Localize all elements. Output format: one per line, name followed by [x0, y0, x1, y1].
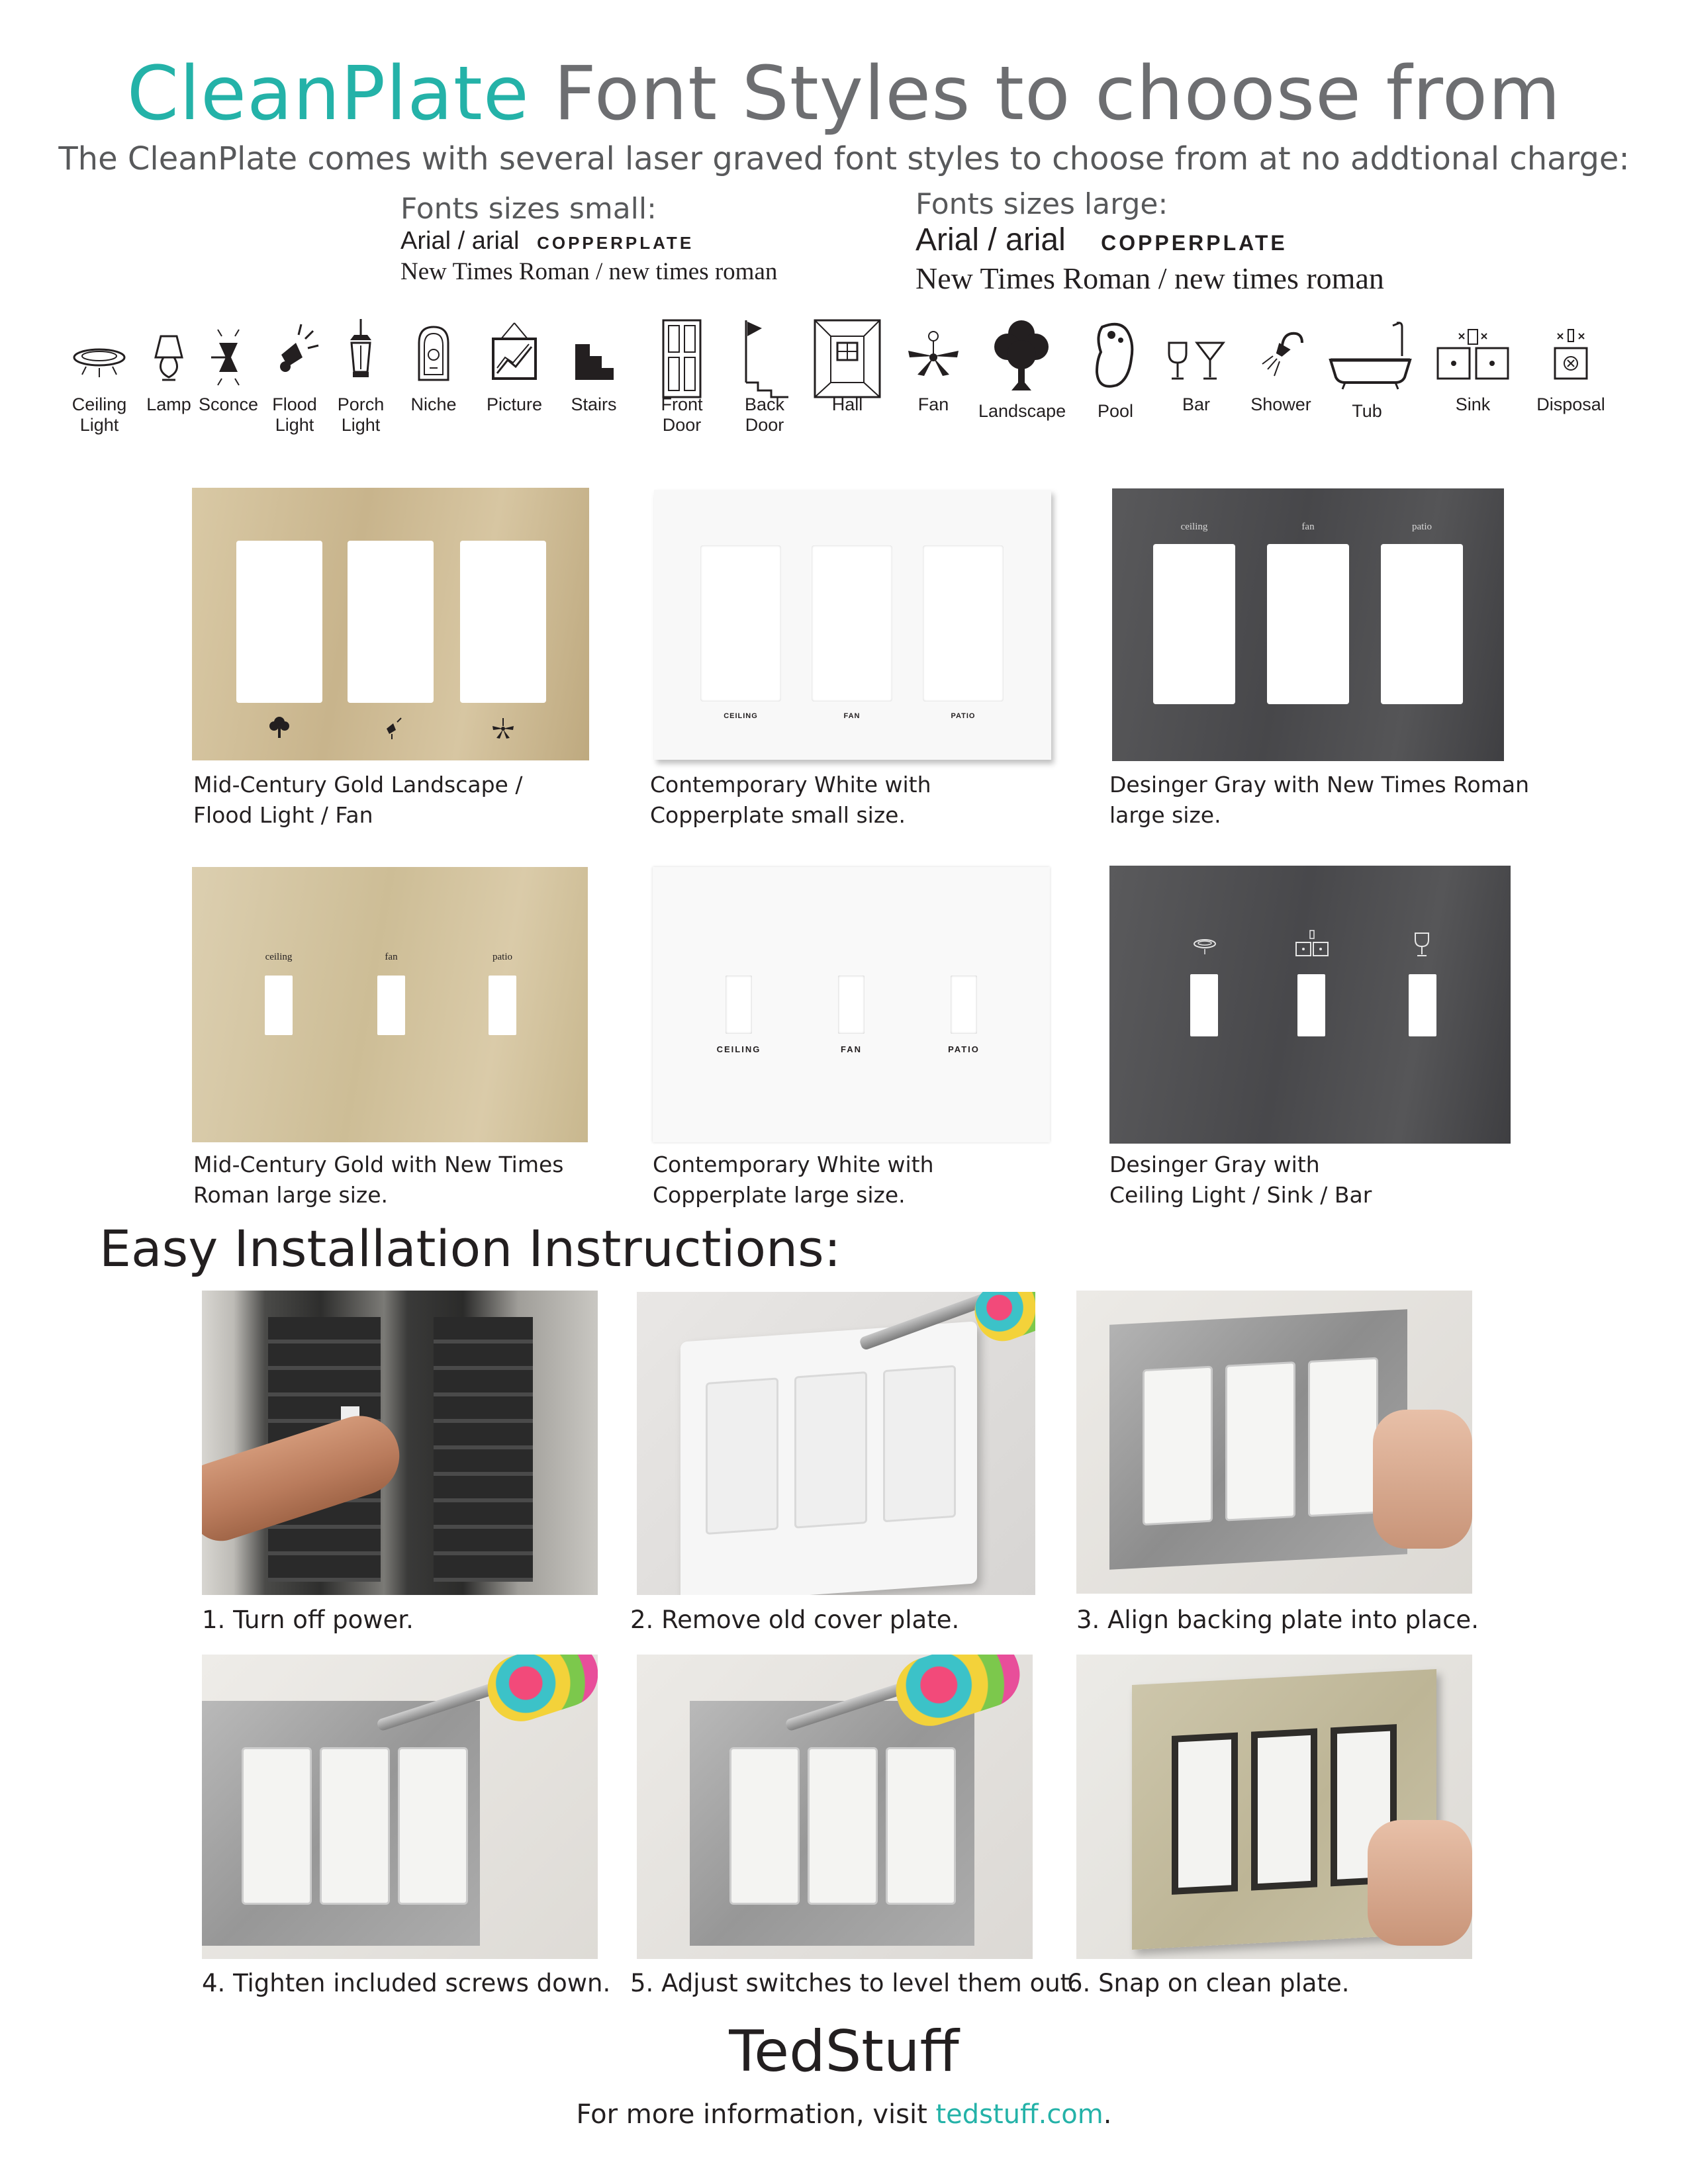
engraving-label: fan	[1301, 522, 1315, 532]
fonts-large-block	[915, 187, 1478, 296]
icon-item-tub	[1324, 316, 1410, 422]
disposal-icon	[1538, 316, 1604, 389]
icon-label-line1: Back	[744, 394, 785, 414]
icon-label-line1: Flood	[272, 394, 317, 414]
plate-caption	[1109, 770, 1529, 831]
step-caption: 5. Adjust switches to level them out.	[630, 1969, 1078, 1997]
old-cover-plate	[680, 1321, 977, 1595]
page-subtitle: The CleanPlate comes with several laser graved font styles to choose from at no addtional charge:	[58, 140, 1630, 177]
engraving-label: PATIO	[948, 1044, 980, 1054]
icon-item-fan	[890, 316, 976, 415]
switch-opening	[460, 541, 546, 703]
icon-item-bar	[1153, 316, 1239, 415]
icon-label-line1: Landscape	[978, 401, 1066, 421]
fonts-small-arial-row	[400, 226, 864, 257]
icon-item-front-door	[639, 316, 725, 435]
front-door-icon	[649, 316, 715, 402]
rocker-switch	[808, 1747, 878, 1905]
switch-opening	[348, 541, 434, 703]
icon-label-line1: Fan	[917, 394, 949, 414]
fan-icon	[490, 714, 516, 741]
engraving-label: fan	[385, 952, 398, 962]
icon-label-line1: Pool	[1097, 401, 1134, 421]
engraving-label: CEILING	[724, 712, 758, 720]
plate-caption-line2: Flood Light / Fan	[193, 802, 373, 828]
switch-opening	[1381, 544, 1463, 704]
hand-holding	[1368, 1820, 1472, 1946]
plate-caption	[650, 770, 931, 831]
hand-holding	[1373, 1410, 1472, 1549]
engraving-label: FAN	[841, 1044, 862, 1054]
step-caption: 6. Snap on clean plate.	[1067, 1969, 1350, 1997]
plate-caption-line1: Desinger Gray with New Times Roman	[1109, 772, 1530, 797]
step-photo-adjust-switches	[637, 1655, 1033, 1959]
backing-plate	[202, 1701, 480, 1946]
fonts-large-times: New Times Roman / new times roman	[915, 261, 1384, 295]
icon-item-sink	[1430, 316, 1516, 415]
plate-caption	[1109, 1150, 1372, 1210]
icon-label-line1: Hall	[831, 394, 863, 414]
stairs-icon	[561, 316, 627, 389]
icon-label-line1: Sink	[1455, 394, 1491, 414]
bar-icon	[1409, 929, 1435, 960]
step-photo-align-backing	[1076, 1291, 1472, 1594]
icon-label-line1: Front	[661, 394, 703, 414]
rocker-switch	[794, 1371, 867, 1529]
icon-label-line1: Picture	[486, 394, 543, 414]
ceiling-light-icon	[66, 316, 132, 389]
sink-icon	[1430, 316, 1516, 389]
screwdriver-handle	[479, 1655, 598, 1730]
rocker-switch	[398, 1747, 468, 1905]
icon-label-line1: Lamp	[146, 394, 191, 414]
plate-gray-decorator	[1112, 488, 1504, 761]
switch-opening	[1153, 544, 1235, 704]
footer-info	[0, 2099, 1688, 2130]
icon-label-line2: Light	[79, 415, 119, 435]
engraving-label: PATIO	[951, 712, 976, 720]
toggle-opening	[377, 976, 405, 1035]
rocker-switch	[886, 1747, 956, 1905]
icon-label-line2: Door	[745, 415, 784, 435]
icon-item-landscape	[978, 316, 1064, 422]
switch-opening	[700, 545, 781, 702]
switch-opening	[1172, 1733, 1238, 1895]
rocker-switch	[242, 1747, 312, 1905]
icon-item-picture	[471, 316, 557, 415]
plate-white-toggle	[653, 867, 1050, 1142]
plate-caption-line2: Roman large size.	[193, 1182, 389, 1208]
plate-caption-line2: Ceiling Light / Sink / Bar	[1109, 1182, 1372, 1208]
engraving-label: ceiling	[265, 952, 293, 962]
switch-opening	[1251, 1728, 1317, 1890]
bar-icon	[1160, 316, 1233, 389]
icon-label-line1: Tub	[1352, 401, 1382, 421]
engraving-label: ceiling	[1180, 522, 1208, 532]
landscape-icon	[985, 316, 1058, 396]
plate-white-decorator	[654, 490, 1051, 760]
niche-icon	[400, 316, 467, 389]
plate-caption-line1: Contemporary White with	[653, 1152, 934, 1177]
sink-icon	[1293, 928, 1331, 958]
pool-icon	[1082, 316, 1149, 396]
rocker-switch	[1258, 1735, 1311, 1884]
icon-label-line1: Ceiling	[71, 394, 127, 414]
engraving-label: FAN	[843, 712, 861, 720]
step-photo-tighten-screws	[202, 1655, 598, 1959]
porch-light-icon	[328, 316, 394, 389]
rocker-switch	[706, 1377, 778, 1535]
step-photo-snap-plate	[1076, 1655, 1472, 1959]
toggle-opening	[951, 976, 977, 1034]
engraving-label: CEILING	[716, 1044, 761, 1054]
plate-caption-line1: Mid-Century Gold with New Times	[193, 1152, 564, 1177]
engraving-label: patio	[492, 952, 512, 962]
icon-label-line1: Stairs	[571, 394, 617, 414]
fonts-large-arial-row	[915, 222, 1478, 261]
step-photo-remove-plate	[637, 1292, 1035, 1595]
title-rest: Font Styles to choose from	[529, 51, 1562, 137]
tub-icon	[1324, 316, 1417, 396]
fan-icon	[900, 316, 966, 389]
step-caption: 2. Remove old cover plate.	[630, 1606, 960, 1634]
icon-item-stairs	[551, 316, 637, 415]
plate-gold-toggle	[192, 867, 588, 1142]
flood-light-icon	[379, 714, 405, 741]
footer-brand: TedStuff	[729, 2019, 959, 2085]
fonts-large-arial: Arial / arial	[915, 222, 1066, 257]
icon-item-disposal	[1528, 316, 1614, 415]
fonts-small-arial: Arial / arial	[400, 227, 520, 255]
switch-opening	[1267, 544, 1349, 704]
fonts-large-copperplate: COPPERPLATE	[1101, 231, 1288, 255]
install-heading: Easy Installation Instructions:	[99, 1219, 841, 1278]
plate-caption	[193, 1150, 564, 1210]
screwdriver-handle	[967, 1292, 1035, 1349]
icon-label-line1: Bar	[1182, 394, 1211, 414]
fonts-small-block	[400, 192, 864, 287]
icon-item-pool	[1072, 316, 1158, 422]
fonts-small-times: New Times Roman / new times roman	[400, 258, 778, 285]
hall-icon	[811, 316, 884, 402]
icon-item-back-door	[722, 316, 808, 435]
plate-caption	[193, 770, 522, 831]
website-link[interactable]: tedstuff.com	[935, 2099, 1103, 2130]
toggle-opening	[1190, 974, 1218, 1036]
plate-caption-line1: Desinger Gray with	[1109, 1152, 1320, 1177]
toggle-opening	[1297, 974, 1325, 1036]
plate-caption-line2: Copperplate large size.	[653, 1182, 906, 1208]
plate-caption-line2: Copperplate small size.	[650, 802, 906, 828]
icon-label-line1: Porch	[337, 394, 385, 414]
rocker-switch	[1143, 1366, 1213, 1526]
backing-plate	[690, 1701, 974, 1946]
landscape-icon	[266, 714, 293, 741]
page-title	[0, 52, 1688, 137]
rocker-switch	[1308, 1357, 1378, 1518]
rocker-switch	[729, 1747, 800, 1905]
toggle-opening	[265, 976, 293, 1035]
icon-label-line2: Door	[662, 415, 702, 435]
icon-item-niche	[391, 316, 477, 415]
toggle-opening	[489, 976, 516, 1035]
picture-icon	[481, 316, 547, 389]
toggle-opening	[726, 976, 752, 1034]
shower-icon	[1248, 316, 1314, 389]
plate-gray-toggle	[1109, 866, 1511, 1144]
engraving-label: patio	[1412, 522, 1432, 532]
toggle-opening	[838, 976, 865, 1034]
rocker-switch	[883, 1365, 956, 1523]
icon-item-shower	[1238, 316, 1324, 415]
plate-caption-line1: Contemporary White with	[650, 772, 931, 797]
fonts-small-heading: Fonts sizes small:	[400, 192, 657, 226]
icon-label-line1: Sconce	[198, 394, 259, 414]
icon-label-line2: Light	[275, 415, 314, 435]
fonts-large-heading: Fonts sizes large:	[915, 187, 1168, 221]
footer-info-prefix: For more information, visit	[576, 2099, 936, 2130]
footer-info-suffix: .	[1103, 2099, 1112, 2130]
backing-plate	[1109, 1309, 1407, 1570]
brand-name: CleanPlate	[126, 51, 530, 137]
rocker-switch	[1178, 1739, 1231, 1888]
ceiling-light-icon	[1190, 932, 1219, 958]
step-caption: 3. Align backing plate into place.	[1076, 1606, 1479, 1634]
breaker-column	[434, 1317, 533, 1582]
rocker-switch	[320, 1747, 390, 1905]
step-photo-breaker-panel	[202, 1291, 598, 1595]
icon-label-line1: Niche	[410, 394, 457, 414]
switch-opening	[236, 541, 322, 703]
rocker-switch	[1225, 1361, 1295, 1522]
plate-gold-decorator	[192, 488, 589, 760]
icon-label-line1: Disposal	[1536, 394, 1605, 414]
switch-opening	[812, 545, 892, 702]
plate-caption	[653, 1150, 934, 1210]
plate-caption-line2: large size.	[1109, 802, 1221, 828]
fonts-small-copperplate: COPPERPLATE	[537, 233, 694, 253]
step-caption: 1. Turn off power.	[202, 1606, 414, 1634]
switch-opening	[923, 545, 1004, 702]
plate-caption-line1: Mid-Century Gold Landscape /	[193, 772, 523, 797]
back-door-icon	[731, 316, 798, 402]
step-caption: 4. Tighten included screws down.	[202, 1969, 611, 1997]
toggle-opening	[1409, 974, 1436, 1036]
icon-item-hall	[804, 316, 890, 415]
icon-label-line1: Shower	[1250, 394, 1311, 414]
icon-label-line2: Light	[341, 415, 381, 435]
